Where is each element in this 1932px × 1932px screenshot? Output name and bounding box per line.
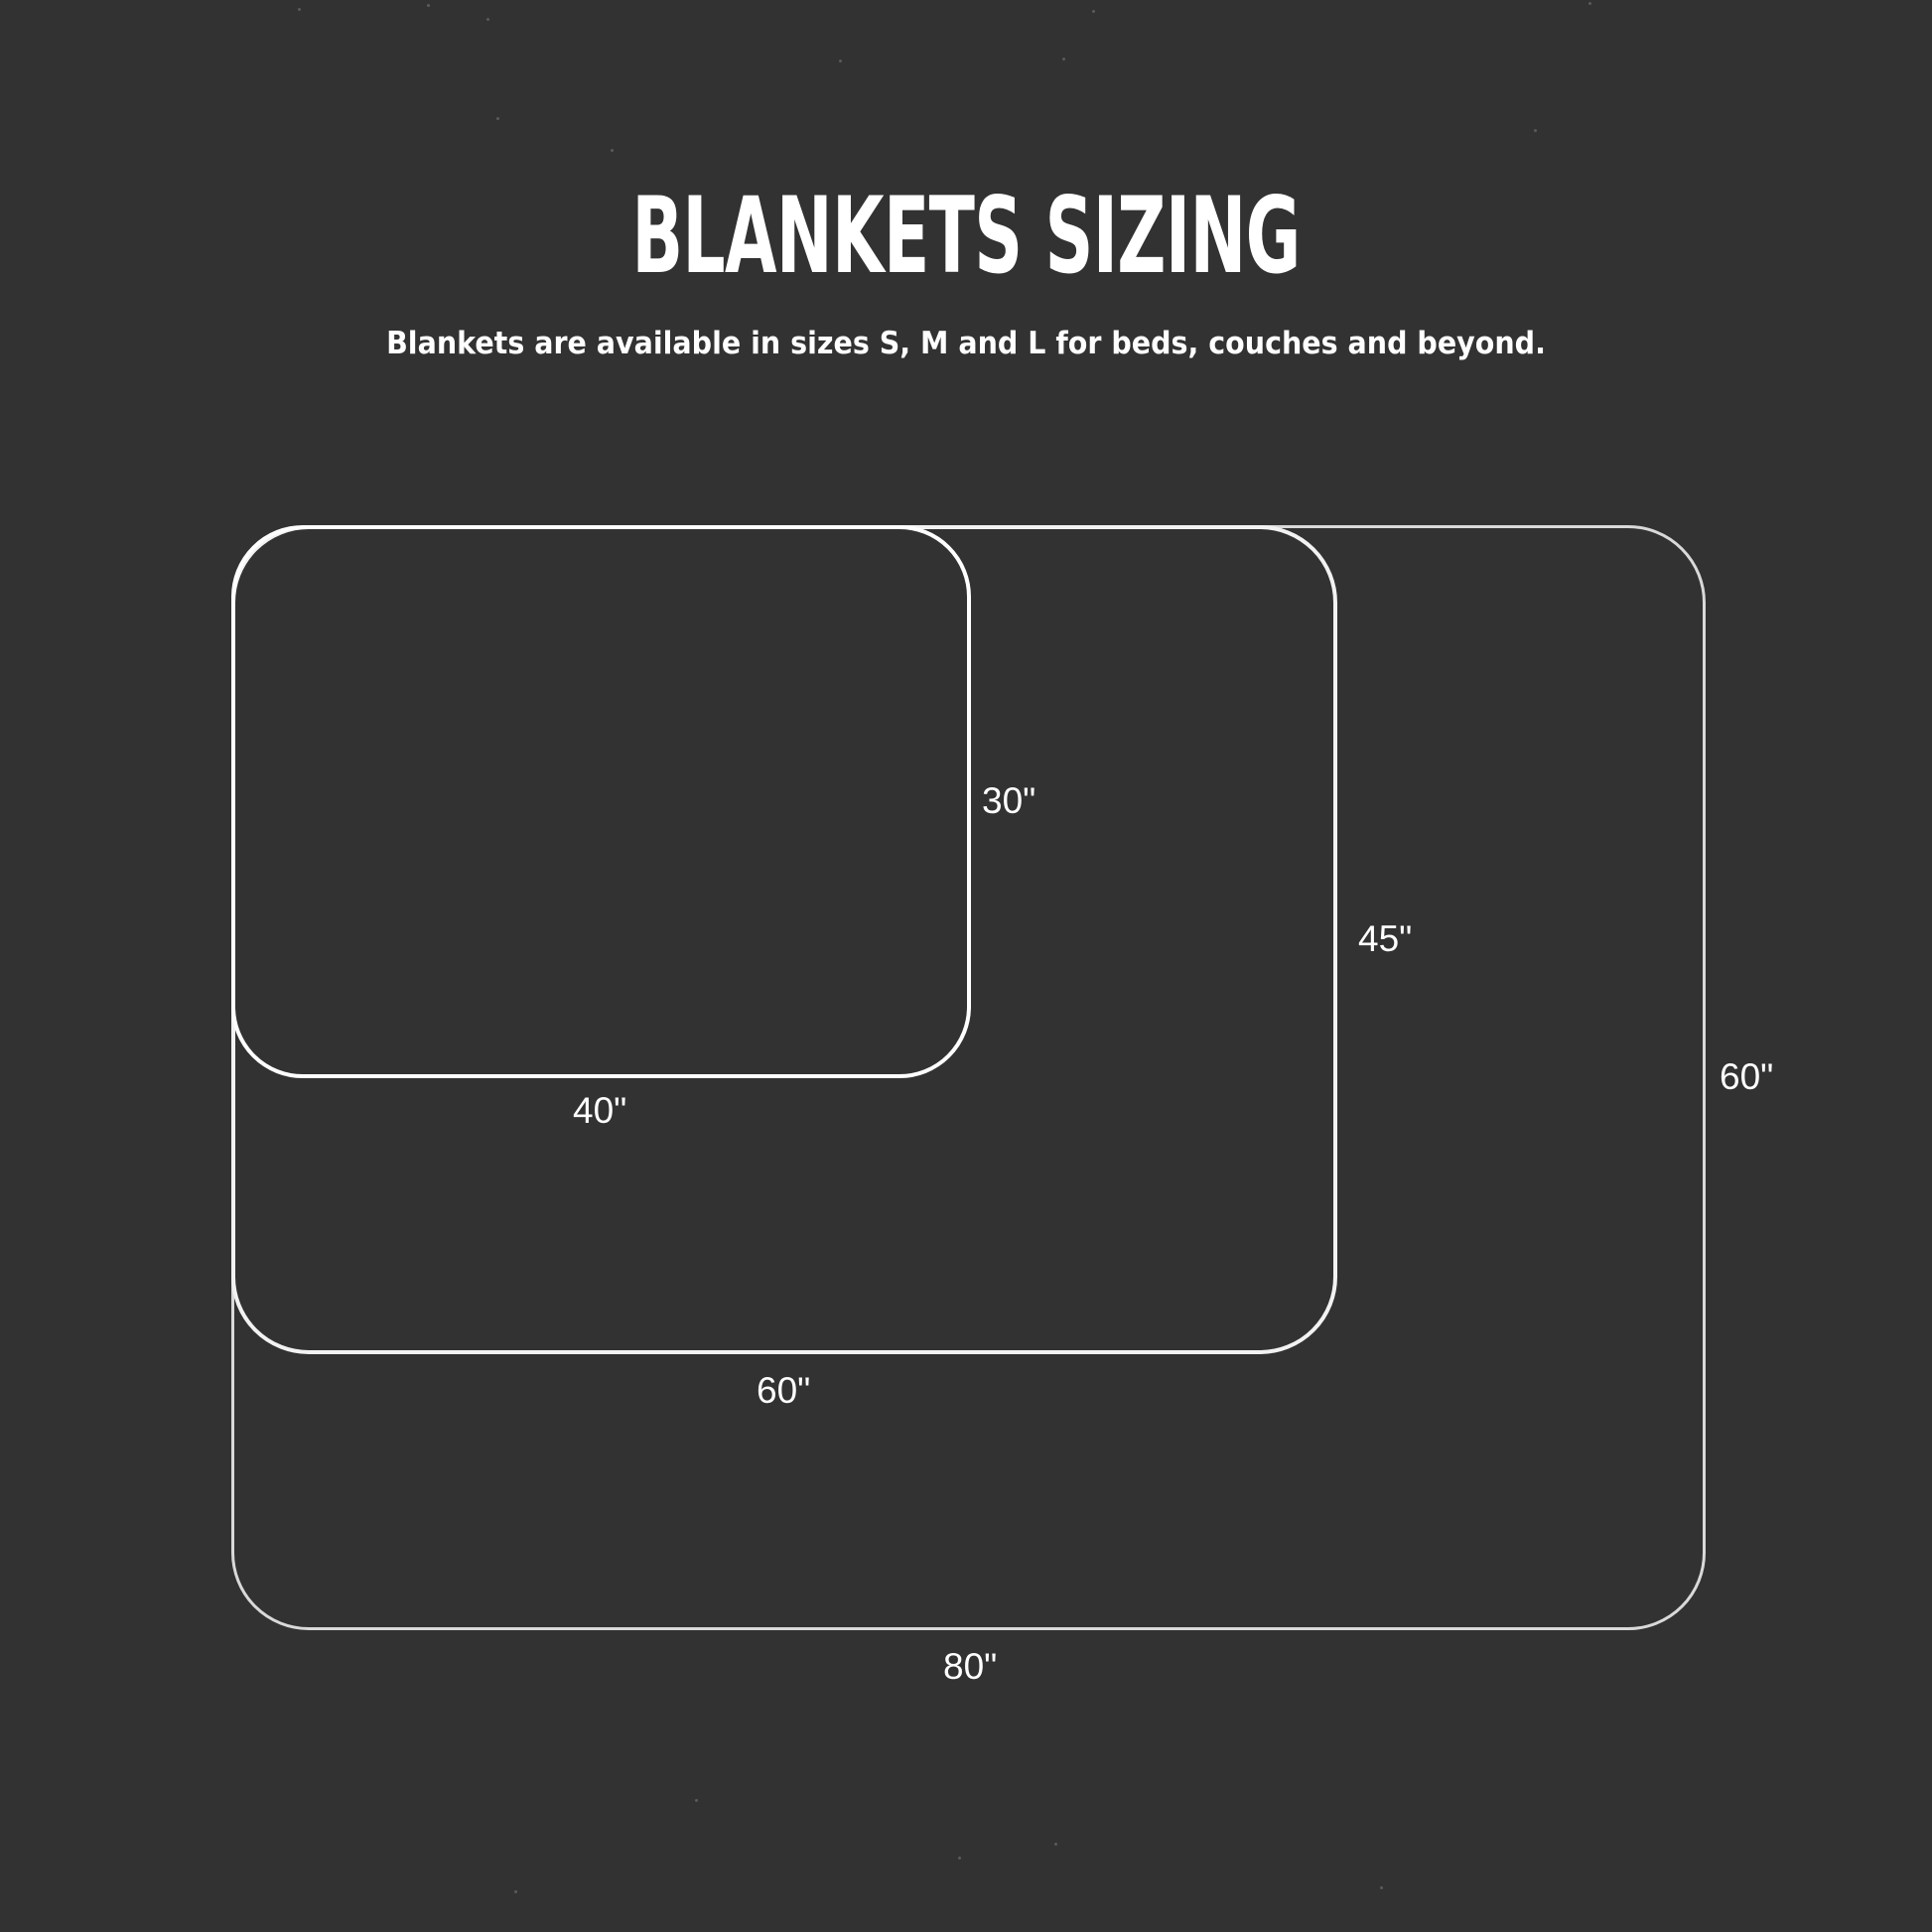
texture-speck (486, 18, 489, 21)
texture-speck (1054, 1843, 1057, 1846)
size-l-height-label: 60" (1720, 1056, 1774, 1097)
texture-speck (1588, 2, 1591, 5)
size-m-height-label: 45" (1358, 918, 1413, 959)
size-m-width-label: 60" (757, 1370, 811, 1411)
texture-speck (514, 1890, 517, 1893)
texture-speck (496, 117, 499, 120)
texture-speck (1092, 10, 1095, 13)
page-title: BLANKETS SIZING (631, 175, 1301, 297)
texture-speck (611, 149, 614, 152)
texture-speck (958, 1857, 961, 1860)
size-s-outline (231, 525, 971, 1078)
size-s-width-label: 40" (573, 1090, 627, 1131)
texture-speck (298, 8, 301, 11)
size-l-width-label: 80" (943, 1646, 998, 1687)
texture-speck (839, 60, 842, 63)
texture-speck (1380, 1886, 1383, 1889)
texture-speck (1062, 58, 1065, 61)
size-s-height-label: 30" (982, 780, 1036, 821)
texture-speck (427, 4, 430, 7)
page-subtitle: Blankets are available in sizes S, M and L for beds, couches and beyond. (386, 326, 1546, 361)
texture-speck (695, 1799, 698, 1802)
texture-speck (1534, 129, 1537, 132)
